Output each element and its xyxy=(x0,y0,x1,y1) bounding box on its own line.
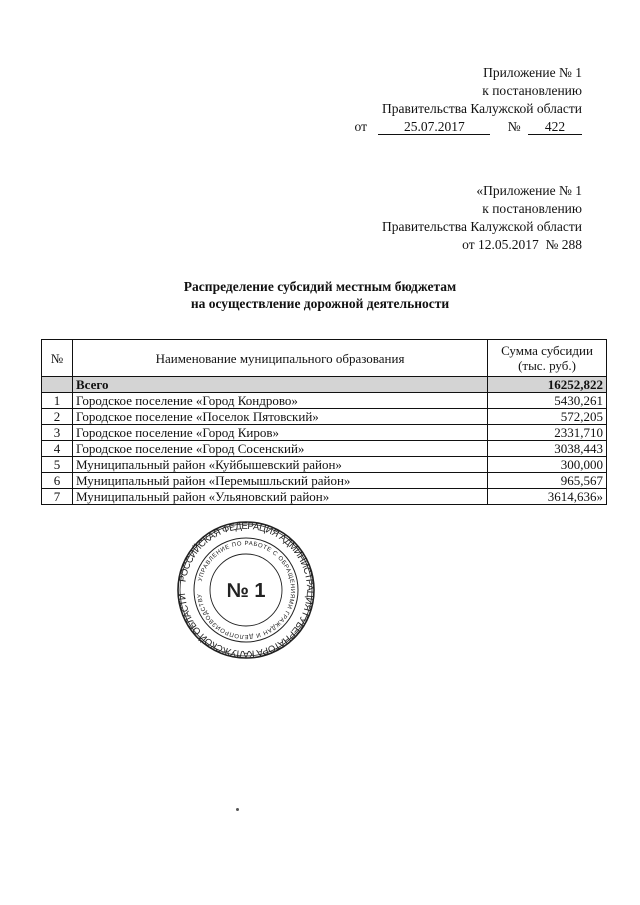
date-number-line: от 12.05.2017 № 288 xyxy=(462,237,582,252)
stamp-center-number: № 1 xyxy=(226,580,266,602)
total-row xyxy=(42,377,607,393)
government-label: Правительства Калужской области xyxy=(381,101,582,116)
row-sum: 3038,443 xyxy=(488,441,607,457)
row-name: Муниципальный район «Ульяновский район» xyxy=(73,489,488,505)
table-row xyxy=(42,409,607,425)
row-number: 2 xyxy=(42,409,73,425)
total-label: Всего xyxy=(73,377,488,393)
row-number: 1 xyxy=(42,393,73,409)
stamp-outer-text: РОССИЙСКАЯ ФЕДЕРАЦИЯ АДМИНИСТРАЦИЯ ГУБЕРНАТОРА КАЛУЖСКОЙ ОБЛАСТИ xyxy=(177,520,316,660)
stamp-inner-text: УПРАВЛЕНИЕ ПО РАБОТЕ С ОБРАЩЕНИЯМИ ГРАЖДАН И ДЕЛОПРОИЗВОДСТВУ xyxy=(197,540,296,640)
total-num-cell xyxy=(42,377,73,393)
row-number: 7 xyxy=(42,489,73,505)
date-number-line xyxy=(355,118,583,136)
document-title xyxy=(0,278,640,312)
table-row xyxy=(42,489,607,505)
row-sum: 572,205 xyxy=(488,409,607,425)
paper-dot xyxy=(236,808,239,811)
row-name: Городское поселение «Город Киров» xyxy=(73,425,488,441)
row-name: Муниципальный район «Перемышльский район» xyxy=(73,473,488,489)
number-label: № xyxy=(507,119,521,134)
row-sum: 2331,710 xyxy=(488,425,607,441)
row-sum: 5430,261 xyxy=(488,393,607,409)
total-value: 16252,822 xyxy=(488,377,607,393)
resolution-date: 25.07.2017 xyxy=(378,120,490,135)
row-name: Муниципальный район «Куйбышевский район» xyxy=(73,457,488,473)
appendix-label: «Приложение № 1 xyxy=(476,183,582,198)
column-header-sum: Сумма субсидии (тыс. руб.) xyxy=(488,340,607,377)
table-row xyxy=(42,393,607,409)
row-sum: 965,567 xyxy=(488,473,607,489)
row-number: 5 xyxy=(42,457,73,473)
table-row xyxy=(42,473,607,489)
table-row xyxy=(42,457,607,473)
row-number: 6 xyxy=(42,473,73,489)
column-header-number: № xyxy=(42,340,73,377)
resolution-label: к постановлению xyxy=(482,83,582,98)
appendix-header-old xyxy=(382,182,582,254)
table-row xyxy=(42,425,607,441)
appendix-header-new xyxy=(355,64,583,136)
row-sum: 300,000 xyxy=(488,457,607,473)
subsidy-table xyxy=(41,339,607,505)
title-line-2: на осуществление дорожной деятельности xyxy=(190,296,450,311)
from-label: от xyxy=(354,119,367,134)
row-name: Городское поселение «Поселок Пятовский» xyxy=(73,409,488,425)
resolution-label: к постановлению xyxy=(482,201,582,216)
row-number: 4 xyxy=(42,441,73,457)
row-sum: 3614,636» xyxy=(488,489,607,505)
row-name: Городское поселение «Город Сосенский» xyxy=(73,441,488,457)
row-name: Городское поселение «Город Кондрово» xyxy=(73,393,488,409)
column-header-name: Наименование муниципального образования xyxy=(73,340,488,377)
government-label: Правительства Калужской области xyxy=(381,219,582,234)
title-line-1: Распределение субсидий местным бюджетам xyxy=(183,279,457,294)
table-row xyxy=(42,441,607,457)
table-header-row xyxy=(42,340,607,377)
resolution-number: 422 xyxy=(528,120,582,135)
row-number: 3 xyxy=(42,425,73,441)
official-stamp xyxy=(176,520,316,660)
appendix-label: Приложение № 1 xyxy=(483,65,582,80)
